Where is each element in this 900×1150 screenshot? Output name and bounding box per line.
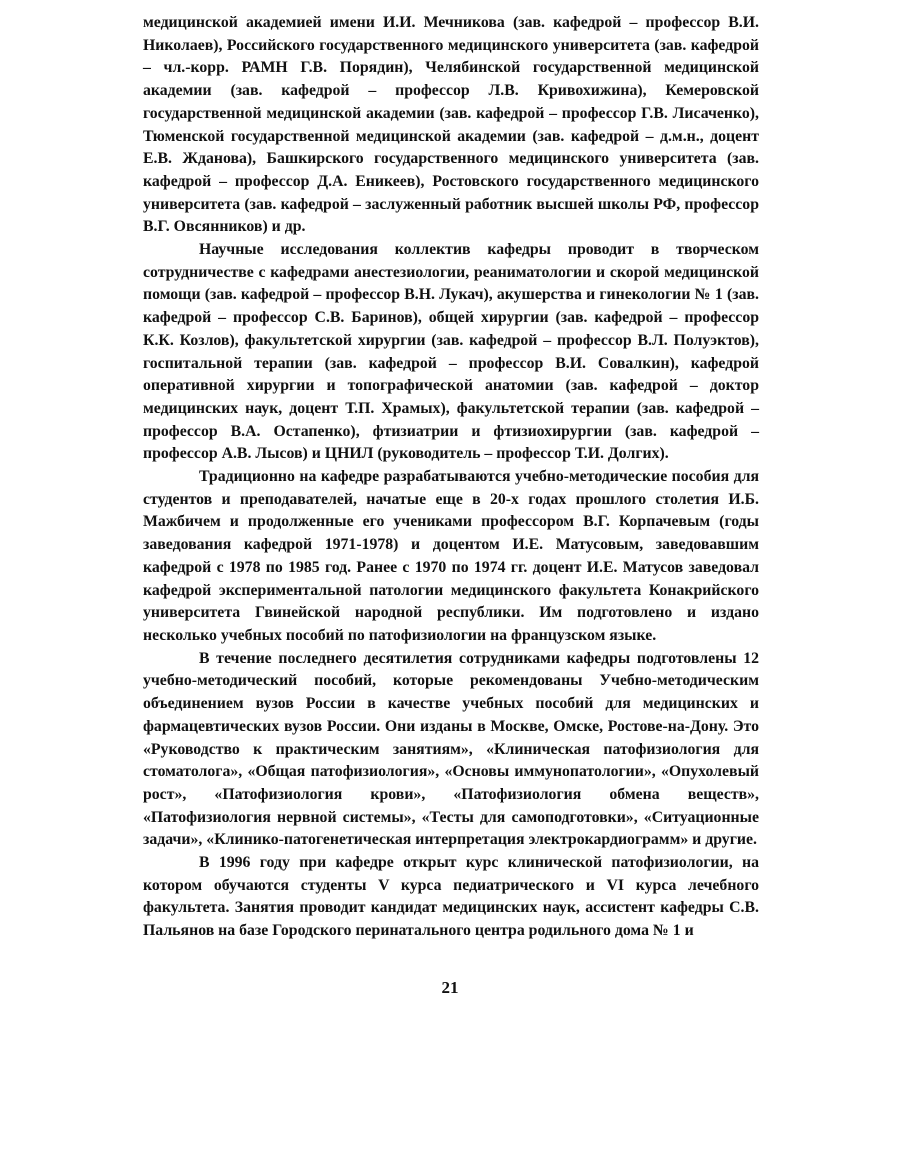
paragraph-last-decade: В течение последнего десятилетия сотрудниками кафедры подготовлены 12 учебно-методический пособий, которые рекомендованы Учебно-методическим объединением вузов России в качестве учебных пособий для медицинских и фармацевтических вузов России. Они изданы в Москве, Омске, Ростове-на-Дону. Это «Руководство к практическим занятиям», «Клиническая патофизиология для стоматолога», «Общая патофизиология», «Основы иммунопатологии», «Опухолевый рост», «Патофизиология крови», «Патофизиология обмена веществ», «Патофизиология нервной системы», «Тесты для самоподготовки», «Ситуационные задачи», «Клинико-патогенетическая интерпретация электрокардиограмм» и другие. [143, 649, 759, 849]
page-number: 21 [441, 978, 459, 997]
paragraph-continued: медицинской академией имени И.И. Мечникова (зав. кафедрой – профессор В.И. Николаев), Российского государственного медицинского университета (зав. кафедрой – чл.-корр. РАМН Г.В. Порядин), Челябинской государственной медицинской академии (зав. кафедрой – профессор Л.В. Кривохижина), Кемеровской государственной медицинской академии (зав. кафедрой – профессор Г.В. Лисаченко), Тюменской государственной медицинской академии (зав. кафедрой – д.м.н., доцент Е.В. Жданова), Башкирского государственного медицинского университета (зав. кафедрой – профессор Д.А. Еникеев), Ростовского государственного медицинского университета (зав. кафедрой – заслуженный работник высшей школы РФ, профессор В.Г. Овсянников) и др. [143, 14, 759, 236]
paragraph-clinical-course: В 1996 году при кафедре открыт курс клинической патофизиологии, на котором обучаются студенты V курса педиатрического и VI курса лечебного факультета. Занятия проводит кандидат медицинских наук, ассистент кафедры С.В. Пальянов на базе Городского перинатального центра родильного дома № 1 и [143, 854, 759, 940]
body-text [143, 12, 759, 943]
paragraph-manuals: Традиционно на кафедре разрабатываются учебно-методические пособия для студентов и преподавателей, начатые еще в 20-х годах прошлого столетия И.Б. Мажбичем и продолженные его учениками профессором В.Г. Корпачевым (годы заведования кафедрой 1971-1978) и доцентом И.Е. Матусовым, заведовавшим кафедрой с 1978 по 1985 год. Ранее с 1970 по 1974 гг. доцент И.Е. Матусов заведовал кафедрой экспериментальной патологии медицинского факультета Конакрийского университета Гвинейской народной республики. Им подготовлено и издано несколько учебных пособий по патофизиологии на французском языке. [143, 468, 759, 644]
paragraph-research: Научные исследования коллектив кафедры проводит в творческом сотрудничестве с кафедрами анестезиологии, реаниматологии и скорой медицинской помощи (зав. кафедрой – профессор В.Н. Лукач), акушерства и гинекологии № 1 (зав. кафедрой – профессор С.В. Баринов), общей хирургии (зав. кафедрой – профессор К.К. Козлов), факультетской хирургии (зав. кафедрой – профессор В.Л. Полуэктов), госпитальной терапии (зав. кафедрой – профессор В.И. Совалкин), кафедрой оперативной хирургии и топографической анатомии (зав. кафедрой – доктор медицинских наук, доцент Т.П. Храмых), факультетской терапии (зав. кафедрой – профессор В.А. Остапенко), фтизиатрии и фтизиохирургии (зав. кафедрой – профессор А.В. Лысов) и ЦНИЛ (руководитель – профессор Т.И. Долгих). [143, 241, 759, 463]
